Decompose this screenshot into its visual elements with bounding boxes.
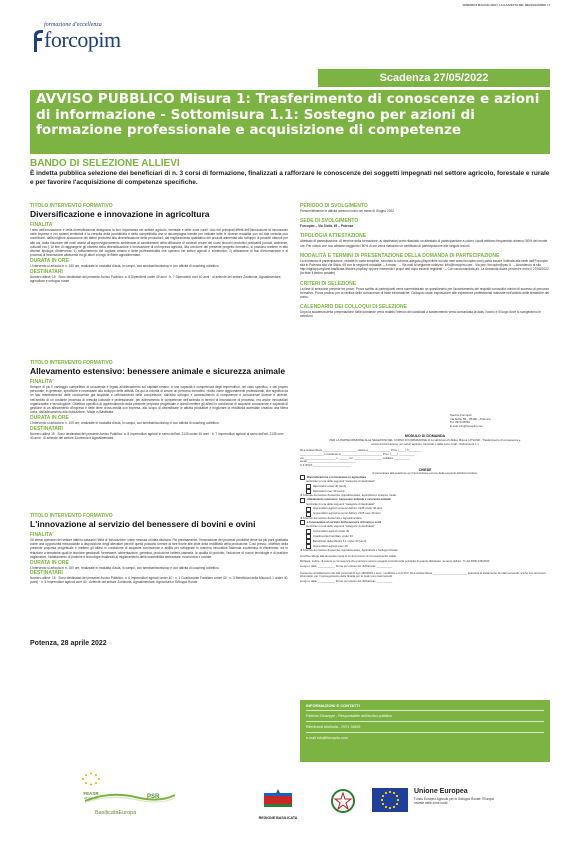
form-option-note: rientrante in una delle seguenti "categorie di destinatari"	[306, 479, 376, 484]
page-title: AVVISO PUBBLICO Misura 1: Trasferimento di conoscenze e azioni di informazione - Sottomisura 1.1: Sostegno per azioni di formazione professionale e acquisizione di competenze	[36, 91, 540, 139]
eu-logo	[372, 788, 408, 812]
form-option[interactable]: Diversificazione e innovazione in agricoltura	[300, 475, 550, 480]
course-2-durata-text: L'intervento si articola in n. 105 ore, realizzate in modalità d'aula, in campo, con seminari/workshop e con attività di coaching collettivo.	[30, 421, 220, 426]
form-chiede-text: di partecipare alla selezione per l'ammissione ad uno delle seguenti attività formative:	[372, 470, 478, 475]
form-option[interactable]: Dipendenti over 40 (anni)	[306, 489, 550, 494]
form-option[interactable]: Imprenditori agricoli ai sensi dell'art. 2135 over 40 anni	[306, 512, 550, 517]
course-3-durata-text: L'intervento si articola in n. 150 ore, realizzate in modalità d'aula, in campo, con seminari/workshop e con attività di coaching collettivo.	[30, 566, 220, 571]
psr-label: PSR	[147, 794, 160, 800]
regione-crest-icon	[263, 788, 293, 810]
form-option[interactable]: Dipendenti under 40 (anni)	[306, 484, 550, 489]
form-option[interactable]: L'innovazione al servizio del benessere di bovini e ovini	[300, 520, 550, 525]
course-1-dest-label: DESTINATARI	[30, 268, 63, 275]
course-1-durata-label: DURATA IN ORE	[30, 258, 69, 265]
course-1	[30, 203, 288, 360]
checkbox[interactable]	[300, 520, 305, 525]
form-luogo-1[interactable]: Luogo e data, ___________ Firma per esteso del dichiarante __________	[300, 564, 393, 569]
course-2	[30, 360, 288, 513]
form-line-4[interactable]: email _______________________________	[300, 459, 356, 464]
form-consenso: Consenso al trattamento dei dati personali D.Lgs 196/2003 e succ. modifiche e G.D.P.R. Il/La sottoscritto/a ______________________ autorizza al trattamento dei dati personali, anche con strumenti informatici, per il perseguimento delle finalità per le quali sono stati raccolti.	[300, 570, 546, 579]
form-option[interactable]: Imprenditori agricoli over 40	[306, 544, 550, 549]
eu-text	[414, 788, 524, 806]
title-banner	[30, 90, 550, 154]
newspaper-header: VENERDÌ 8 MAGGIO 2022 | LA GAZZETTA DEL MEZZOGIORNO | 7	[462, 3, 550, 7]
psr-region: BasilicataEuropa	[95, 810, 137, 816]
italy-emblem	[330, 788, 356, 814]
form-option[interactable]: Imprenditori agricoli ai sensi dell'art. 2135 under 40 anni	[306, 507, 550, 512]
feasr-stars-icon	[79, 772, 103, 786]
right-section-periodo: PERIODO DI SVOLGIMENTO Presumibilmente le attività avranno inizio nel mese di Giugno 2022	[300, 203, 395, 213]
course-1-durata-text: L'intervento si articola in n. 150 ore, realizzate in modalità d'aula, in campo, con seminari/workshop e con attività di coaching collettivo.	[30, 264, 220, 269]
eu-label: Unione Europea	[414, 788, 468, 795]
right-section-sede: SEDE DI SVOLGIMENTO Forcopim – Via Siclia, 65 – Potenza	[300, 218, 359, 229]
right-section-modalita: MODALITÀ E TERMINI DI PRESENTAZIONE DELLA DOMANDA DI PARTECIPAZIONE La domanda di partecipazione, redatta in carta semplice, secondo lo schema allegato (disponibile sul sito web www.forcopim.com) potrà essere inoltrata alla sede dell'Forcopim sita in Potenza alla Via Siclia, 65 con le seguenti modalità: – A mano · – Via mail al seguente indirizzo: info@forcopim.com - Via pec: forcopim@pec.it · – Accedendo al sito http://agriapp.regione.basilicata.it/index.php/faq/ oppure inserendo i propri dati dopo essersi registrati · – Con raccomandata a/r. La domanda dovrà pervenire entro il 27/05/2022 (fa fede il timbro postale)	[300, 252, 549, 276]
course-2-label: TITOLO INTERVENTO FORMATIVO	[30, 360, 113, 366]
checkbox[interactable]	[300, 475, 305, 480]
form-option-note: di Aziende del settore Zootecnia, Agroalimentare, agricoltura e sviluppo rurale	[300, 493, 397, 498]
form-allega: A tal fine allega alla domanda copia di un documento di riconoscimento valido.	[300, 553, 397, 558]
course-2-finalita-label: FINALITA'	[30, 379, 54, 385]
form-chiede: CHIEDE	[418, 467, 432, 472]
form-subheading: PER LA PARTECIPAZIONE ALLE SELEZIONI DEL CORSO DI FORMAZIONE di cui all'Avviso Pubblico Misura 1 PSASR - Trasferimento di conoscenze e azioni di informazione nei settori agricolo, forestale e della zone rurali - Sottomisura 1.1	[329, 437, 521, 446]
psr-wave-icon	[85, 791, 175, 803]
form-dichiara: Dichiara, inoltre, di essere a conoscenza che potranno essere eseguiti controlli sulla veridicità di quanto dichiarato, ai sensi dell'art. 71 del DPR 445/2000	[300, 559, 490, 564]
right-section-criteri: CRITERI DI SELEZIONE La fase di selezione prevede tre prove: Prova scritta: ai partecipanti verrà somministrato un questionario per l'accertamento dei requisiti conoscitivi minimi di accesso al percorso formativo. Prova pratica: per la verifica delle conoscenze di base informatiche; Colloquio orale: esposizione alle esperienze professionali maturate nell'ambito delle tematiche del corso.	[300, 280, 550, 300]
info-line: e-mail info@forcopim.com	[306, 736, 348, 740]
form-option-note: rientrante in una delle seguenti "categorie di destinatari"	[306, 524, 376, 529]
form-option[interactable]: Coadiuvante Familiare under 40	[306, 534, 550, 539]
bando-intro: È indetta pubblica selezione dei beneficiari di n. 3 corsi di formazione, finalizzati a rafforzare le conoscenze dei soggetti impegnati nel settore agricolo, forestale e rurale e per favorire l'acquisizione di competenze specifiche.	[30, 170, 550, 186]
form-option[interactable]: Imprenditori agricoli under 40	[306, 529, 550, 534]
course-3-dest-text: Numero allievi: 15 · Sono destinatari del presente Avviso Pubblico: n. 6 Imprenditori agricoli under 40 · n. 1 Coadiuvante Familiare under 40 · n. 3 Beneficiari della Misura 6.1 under 40 (anni) · n. 5 Imprenditori agricoli over 40 · Aziende del settore Zootecnia, Agroalimentare, Agricoltura e Sviluppo Rurale	[30, 576, 288, 585]
course-3	[30, 513, 288, 631]
course-3-durata-label: DURATA IN ORE	[30, 560, 69, 567]
eu-sub: Fondo Europeo Agricolo per lo Sviluppo Rurale: l'Europa investe nelle zone rurali	[414, 797, 494, 806]
info-line: Fabrizio Giuseppe - Responsabile dell'avviso pubblico	[306, 711, 544, 722]
course-1-label: TITOLO INTERVENTO FORMATIVO	[30, 203, 113, 209]
bando-heading: BANDO DI SELEZIONE ALLIEVI	[30, 158, 180, 169]
brand-logo	[30, 22, 140, 72]
deadline-banner	[318, 69, 550, 87]
course-3-title: L'innovazione al servizio del benessere di bovini e ovini	[30, 519, 256, 529]
info-heading: INFORMAZIONI E CONTATTI	[306, 703, 544, 711]
form-option[interactable]: Beneficiari della Misura 6.1 under 40 (anni)	[306, 539, 550, 544]
brand-f-icon	[30, 28, 44, 52]
form-address: Spett.le Forcopim Via Siclia, 65 – 85100 – Potenza Tel. 0971/34692 E-mail info@forcopim.com	[450, 414, 491, 429]
deadline-text: Scadenza 27/05/2022	[379, 72, 489, 84]
form-line-2[interactable]: _______________ e residente in __________________________ Prov. (____) __________	[300, 451, 415, 456]
italy-emblem-icon	[330, 788, 356, 814]
application-form	[300, 414, 550, 660]
course-3-finalita-label: FINALITA'	[30, 532, 54, 538]
right-section-attestazione: TIPOLOGIA ATTESTAZIONE Attestato di partecipazione. Al termine della formazione, ai destinatari verrà rilasciato un attestato di partecipazione a coloro i quali abbiano frequentato almeno l'80% del monte ore. Per coloro che non abbiano raggiunto l'80% di ore verrà rilasciato un certificato di partecipazione alle singole lezioni.	[300, 233, 548, 248]
place-date: Potenza, 28 aprile 2022	[30, 640, 107, 647]
right-section-calendario: CALENDARIO DEI COLLOQUI DI SELEZIONE Dopo la scadenza della presentazione delle domande verrà redatto l'elenco dei candidati a sostenimento verrà comunicata la data, l'orario e il luogo dove si svolgeranno le selezioni.	[300, 304, 541, 319]
course-2-title: Allevamento estensivo: benessere animale e sicurezza animale	[30, 366, 286, 376]
course-3-dest-label: DESTINATARI	[30, 570, 63, 577]
brand-tagline: formazione d'eccellenza	[44, 22, 102, 28]
feasr-years: 2014-2020	[83, 796, 99, 800]
form-heading: MODULO DI DOMANDA	[404, 433, 446, 438]
form-options	[300, 475, 550, 552]
form-line-1[interactable]: Il/La sottoscritto/a ______________________ nato/a a ______________ Prov. (____) il ________	[300, 448, 422, 453]
info-box	[300, 700, 550, 762]
form-option-note: di Aziende del settore Zootecnia e Agroalimentare	[300, 515, 362, 520]
course-2-finalita-text: Sempre di più il vantaggio competitivo di un'azienda è legato all'allevamento sul capitale umano, a una capacità e competenza degli imprenditori, nel caso specifico, e dal proprio personale, in generale, specifiche e necessarie alla sviluppo delle attività. Da qui la volontà di creare un percorso formativo, rivolto come aggiornamenti professionali, che significa da un lato mantenimento delle conoscenze già acquisite e rafforzamento delle competenze, dall'altro sviluppo e accrescimento di competenze e conoscenze diverse e diverse, nell'ambito di un costante processo di crescita culturale e professionale, per allineamento le competenze dell'azienda in termini di innovazione di processo, ma anche innovazioni organizzative e tecnologiche. Obiettivo specifico di apprendimento della presente proposta progettuale è quindi mettere gli allievi in condizione di acquisire conoscenze e capacità di gestione di un allevamento d'impresa e delle linee cross-media con impresa, allo scopo di diversificare le attività produttive e migliorare la redditività aziendale creando una filiera corta, dall'allevamento alla ristorazione, 'Made in Basilicata'.	[30, 385, 288, 415]
eu-stars-icon	[372, 788, 408, 812]
form-line-3[interactable]: via ____________________ n. ______ tel. __________________ cellulare __________	[300, 455, 410, 460]
course-3-label: TITOLO INTERVENTO FORMATIVO	[30, 513, 113, 519]
form-line-5[interactable]: C.F./P.IVA ________________________	[300, 463, 351, 468]
course-1-title: Diversificazione e innovazione in agricoltura	[30, 209, 210, 219]
psr-logo	[85, 790, 175, 820]
regione-logo	[248, 788, 308, 820]
form-option-note: rientrante in una delle seguenti "categorie di destinatari"	[306, 501, 376, 506]
course-2-dest-text: Numero allievi 15 · Sono destinatari del presente Avviso Pubblico: a. 8 Imprenditori agricoli in sensi dell'art. 2135 under 40 anni · b. 7 Imprenditori agricoli ai sensi dell'art. 2135 over 40 anni · di aziende del settore Zootecnia e Agroalimentare	[30, 431, 284, 440]
right-column	[300, 203, 550, 319]
brand-name: forcopim	[44, 27, 121, 52]
course-1-finalita-label: FINALITA'	[30, 222, 54, 228]
left-column	[30, 203, 288, 631]
info-line: Riferimenti telefonici - 0971 34692	[306, 722, 544, 733]
course-2-dest-label: DESTINATARI	[30, 425, 63, 432]
course-1-finalita-text: I temi dell'innovazione e della diversificazione designano la loro importanza nel settore agricolo, forestale e delle zone rurali. Uno dei principali effetti dell'introduzione di innovazioni nelle imprese e nei sistemi territoriali è la crescita della produttività e della competitività che si accompagna tramite per indicare tutte le diverse modalità con cui tale crescita può contribuire, dalla migliore allocazione dei fattori produttivi alla diversificazione delle produzioni, dal miglioramento qualitativo dei prodotti alimentari allo sviluppo di prodotti ottenuti per altri usi, dalla riduzione dei costi relativi all'approvvigionamento ambientale ai cambiamenti della diffusione di contesti creare dei nuovi sbocchi produttivi praticabili (sociali, ambiente, culturali ecc.). Al fine di raggiungere gli obiettivi della diversificazione e innovazione di un'impresa agricola, il/la condurre del presente progetto formativo, si possono mettere in atto diverse tipologie d'intervento: 1) rafforzamento del capitale umano e delle professionalità che operano nei settori agricoli e zootecnico; 2) attivazione di fasi d'informazione e di processi di innovazione attraverso tra gli attori a lungo le filiere agroalimentare.	[30, 228, 288, 258]
course-2-durata-label: DURATA IN ORE	[30, 415, 69, 422]
course-3-finalita-text: Gli stessi operatori del settore lattiero caseario l'idea di 'innovazione' viene rimossa un'idea decisiva. Più precisamente, l'innovazione dei processi produttivi viene da più parti giudicata come una opportunità irrinunciabile a disposizione degli allevatori perché questi possano tornare di fare fronte alle sfide della redditività della produzione. Così presso, obiettivo della presente proposta progettuale è mettere gli allievi in condizione di acquisire conoscenze e abilità per sviluppare in maniera innovativa l'azienda zootecnica di riferimento, ed in relazione a tematiche quali le tecniche gestionali, benessere, alimentazione, genetica, produzione lattiero-casearia, la qualità di prodotto, l'adozione di nuove tecnologie e di pratiche migliorative, l'adattamento di pratiche e tecnologie finalizzati al miglioramento della sostenibilità ambientale, economica e sociale.	[30, 538, 288, 559]
form-option-note: di Aziende del settore Zootecnia, Agroalimentare, Agricoltura e Sviluppo Rurale	[300, 547, 398, 552]
form-luogo-2[interactable]: Luogo e data, ___________ Firma per esteso del dichiarante __________	[300, 579, 393, 584]
course-1-dest-text: Numero allievi: 15 · Sono destinatari del presente Avviso Pubblico: a. 8 Dipendenti under 40 anni · b. 7 Dipendenti over 40 anni · di aziende del settore Zootecnia, Agroalimentare, agricoltore e sviluppo rurale	[30, 274, 282, 283]
checkbox[interactable]	[300, 498, 305, 503]
form-option[interactable]: Allevamento estensivo: benessere animale e sicurezza animale	[300, 498, 550, 503]
regione-label: REGIONE BASILICATA	[258, 816, 298, 820]
feasr-label: FEASR	[83, 791, 99, 796]
